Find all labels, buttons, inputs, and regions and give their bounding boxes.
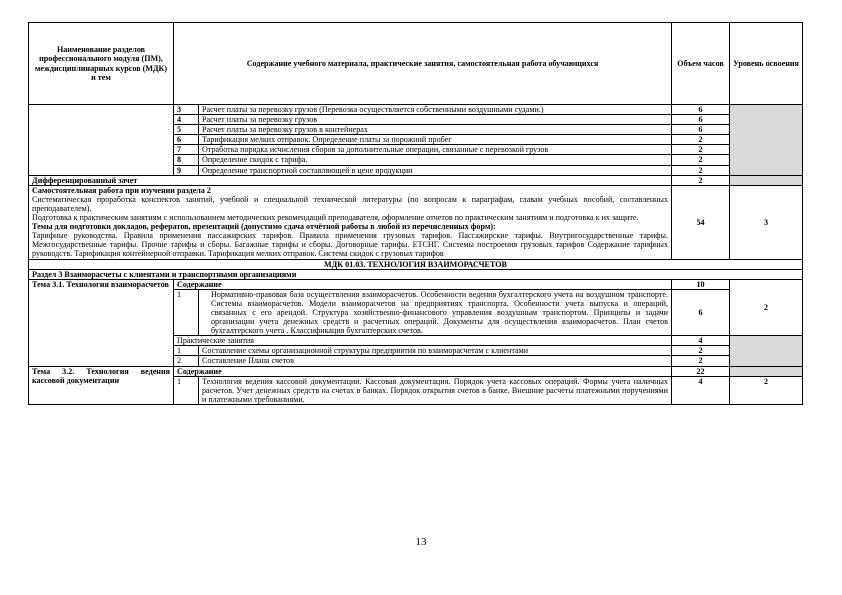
row-text: Отработка порядка исчисления сборов за дополнительные операции, связанные с перевозкой грузов xyxy=(199,145,672,155)
content-hours: 22 xyxy=(672,366,730,376)
practice-hours: 4 xyxy=(672,336,730,346)
section-title-row xyxy=(29,269,803,279)
row-number: 5 xyxy=(174,125,199,135)
row-text: Определение скидок с тарифа. xyxy=(199,155,672,165)
practice-label: Практические занятия xyxy=(174,336,672,346)
row-text: Технология ведения кассовой документации. Кассовая документация. Порядок учета кассовых операций. Формы учета наличных расчетов. Учет денежных средств на счетах в банках. Порядок открытия счетов в банке. Внешние расчеты платежными поручениями и платежными требованиями. xyxy=(199,376,672,404)
diff-zachet-label: Дифференцированный зачет xyxy=(29,175,672,185)
topic-name: Тема 3.2. Технология ведения кассовой документации xyxy=(29,366,174,404)
row-text: Расчет платы за перевозку грузов (Перевозка осуществляется собственными воздушными судами.) xyxy=(199,105,672,115)
table-row xyxy=(29,105,803,115)
shaded-level-cell xyxy=(730,175,803,185)
row-text: Расчет платы за перевозку грузов xyxy=(199,115,672,125)
self-work-paragraph: Подготовка к практическим занятиям с использованием методических рекомендаций преподавателя, оформление отчетов по практическим занятиям и подготовка к их защите. xyxy=(32,213,639,223)
row-text: Определение транспортной составляющей в цене продукции xyxy=(199,165,672,175)
row-number: 2 xyxy=(174,356,199,366)
row-text: Составление Плана счетов xyxy=(199,356,672,366)
row-number: 9 xyxy=(174,165,199,175)
row-text: Тарификация мелких отправок. Определение платы за порожний пробег xyxy=(199,135,672,145)
self-work-row xyxy=(29,185,803,259)
row-hours: 6 xyxy=(672,289,730,335)
diff-zachet-hours: 2 xyxy=(672,175,730,185)
topic-3-1-content-row xyxy=(29,279,803,289)
row-hours: 2 xyxy=(672,165,730,175)
row-hours: 2 xyxy=(672,135,730,145)
self-work-paragraph: Систематическая проработка конспектов занятий, учебной и специальной технической литературы (по вопросам к параграфам, главам учебных пособий, составленных преподавателем). xyxy=(32,194,668,213)
row-number: 6 xyxy=(174,135,199,145)
self-work-hours: 54 xyxy=(672,185,730,259)
row-text: Расчет платы за перевозку грузов в контейнерах xyxy=(199,125,672,135)
row-hours: 6 xyxy=(672,105,730,115)
row-text: Составление схемы организационной структуры предприятия по взаиморасчетам с клиентами xyxy=(199,346,672,356)
row-number: 1 xyxy=(174,289,199,335)
diff-zachet-row xyxy=(29,175,803,185)
self-work-topics: Тарифные руководства. Правила применения пассажирских тарифов. Правила применения грузовых тарифов. Пассажирские тарифы. Внутригосударственные тарифы. Межгосударственные тарифы. Прочие тарифы и сборы. Багажные тарифы и сборы. Договорные тарифы. ЕТСНГ. Системы построения грузовых тарифов Содержание тарифных руководств. Тарификация контейнерной отправки. Тарификация мелких отправок. Система скидок с грузовых тарифов xyxy=(32,231,668,259)
topic-3-2-content-row xyxy=(29,366,803,376)
topic-level: 2 xyxy=(730,376,803,404)
row-hours: 2 xyxy=(672,356,730,366)
section-title: Раздел 3 Взаиморасчеты с клиентами и транспортными организациями xyxy=(29,269,803,279)
content-label: Содержание xyxy=(174,279,672,289)
row-hours: 4 xyxy=(672,376,730,404)
content-hours: 10 xyxy=(672,279,730,289)
mdk-title: МДК 01.03. ТЕХНОЛОГИЯ ВЗАИМОРАСЧЕТОВ xyxy=(29,259,803,269)
self-work-cell xyxy=(29,185,672,259)
shaded-level-cell xyxy=(730,336,803,366)
topic-level: 2 xyxy=(730,279,803,336)
row-number: 7 xyxy=(174,145,199,155)
row-hours: 2 xyxy=(672,155,730,165)
shaded-level-cell xyxy=(730,366,803,376)
row-number: 1 xyxy=(174,376,199,404)
row-hours: 2 xyxy=(672,145,730,155)
row-number: 3 xyxy=(174,105,199,115)
header-level: Уровень освоения xyxy=(730,23,803,105)
row-number: 4 xyxy=(174,115,199,125)
page-number: 13 xyxy=(415,536,427,548)
self-work-title: Самостоятельная работа при изучении раздела 2 xyxy=(32,185,211,195)
self-work-topics-title: Темы для подготовки докладов, рефератов, презентаций (допустимо сдача отчётной работы в любой из перечисленных форм): xyxy=(32,222,496,232)
header-row xyxy=(29,23,803,105)
row-hours: 2 xyxy=(672,346,730,356)
row-number: 1 xyxy=(174,346,199,356)
header-sections: Наименование разделов профессионального модуля (ПМ), междисциплинарных курсов (МДК) и тем xyxy=(29,23,174,105)
row-hours: 6 xyxy=(672,115,730,125)
row-text: Нормативно-правовая база осуществления взаиморасчетов. Особенности ведения бухгалтерского учета на воздушном транспорте. Системы взаиморасчетов. Модели взаиморасчетов на предприятиях транспорта. Особенности учета выпуска и операций, связанных с его арендой. Структура хозяйственно-финансового управления воздушным транспортом. Принципы и задачи организации учета денежных средств и расчетных операций. Документы для осуществления взаиморасчетов. План счетов бухгалтерского учета . Классификация бухгалтерских счетов. xyxy=(199,289,672,335)
topic-name: Тема 3.1. Технология взаиморасчетов xyxy=(29,279,174,366)
row-hours: 6 xyxy=(672,125,730,135)
curriculum-table xyxy=(28,22,803,405)
row-number: 8 xyxy=(174,155,199,165)
shaded-level-cell xyxy=(730,105,803,176)
mdk-title-row xyxy=(29,259,803,269)
header-content: Содержание учебного материала, практические занятия, самостоятельная работа обучающихся xyxy=(174,23,672,105)
self-work-level: 3 xyxy=(730,185,803,259)
content-label: Содержание xyxy=(174,366,672,376)
header-hours: Объем часов xyxy=(672,23,730,105)
empty-topic-cell xyxy=(29,105,174,176)
